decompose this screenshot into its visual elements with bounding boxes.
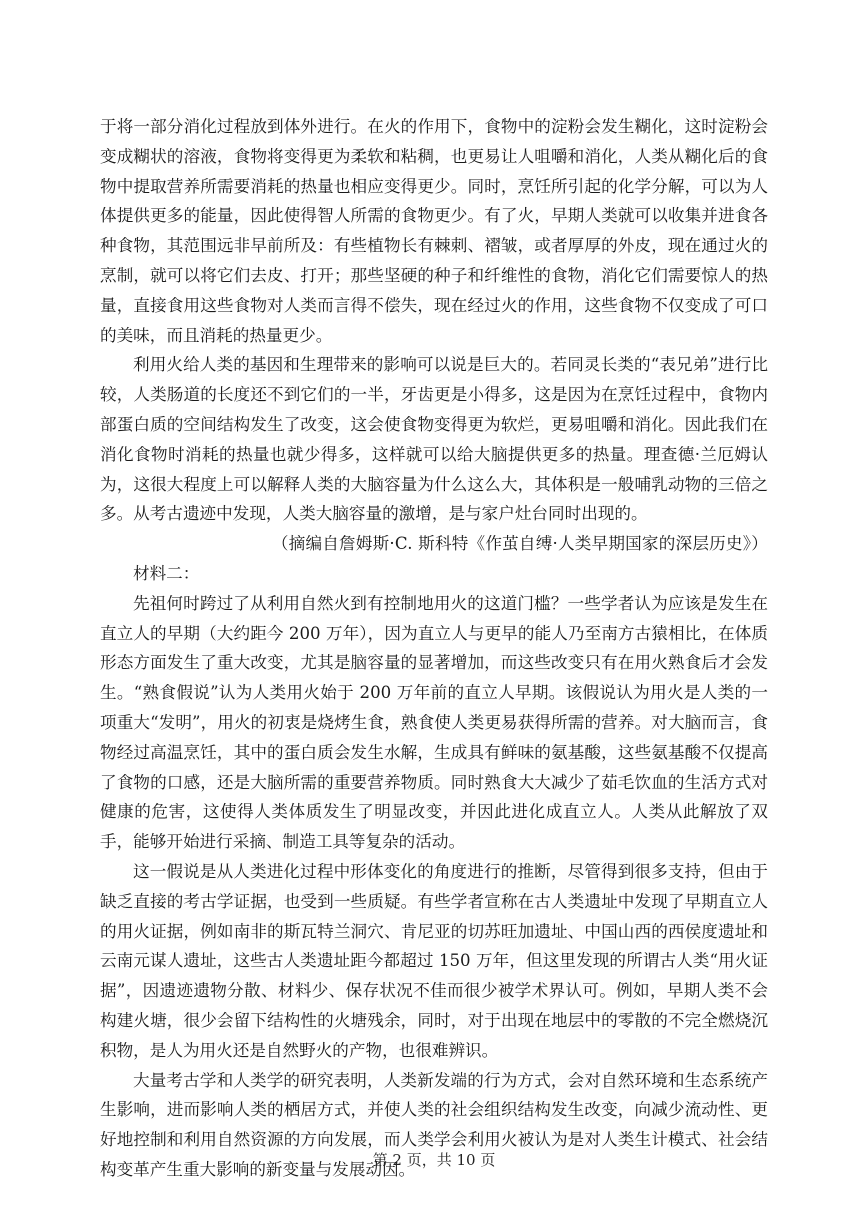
document-body: [100, 112, 768, 1185]
source-citation: （摘编自詹姆斯·C. 斯科特《作茧自缚·人类早期国家的深层历史》）: [271, 534, 768, 554]
paragraph-archaeology-research: 大量考古学和人类学的研究表明，人类新发端的行为方式，会对自然环境和生态系统产生影响，进而影响人类的栖居方式，并使人类的社会组织结构发生改变，向减少流动性、更好地控制和利用自然资源的方向发展，而人类学会利用火被认为是对人类生计模式、社会结构变革产生重大影响的新变量与发展动因。: [100, 1070, 768, 1179]
paragraph-fire-genes: 利用火给人类的基因和生理带来的影响可以说是巨大的。若同灵长类的“表兄弟”进行比较，人类肠道的长度还不到它们的一半，牙齿更是小得多，这是因为在烹饪过程中，食物内部蛋白质的空间结构发生了改变，这会使食物变得更为软烂，更易咀嚼和消化。因此我们在消化食物时消耗的热量也就少得多，这样就可以给大脑提供更多的热量。理查德·兰厄姆认为，这很大程度上可以解释人类的大脑容量为什么这么大，其体积是一般哺乳动物的三倍之多。从考古遗迹中发现，人类大脑容量的激增，是与家户灶台同时出现的。: [100, 355, 768, 524]
page-number-footer: 第 2 页，共 10 页: [372, 1151, 496, 1169]
paragraph-continuation: 于将一部分消化过程放到体外进行。在火的作用下，食物中的淀粉会发生糊化，这时淀粉会变成糊状的溶液，食物将变得更为柔软和粘稠，也更易让人咀嚼和消化，人类从糊化后的食物中提取营养所需要消耗的热量也相应变得更少。同时，烹饪所引起的化学分解，可以为人体提供更多的能量，因此使得智人所需的食物更少。有了火，早期人类就可以收集并进食各种食物，其范围远非早前所及：有些植物长有棘刺、褶皱，或者厚厚的外皮，现在通过火的烹制，就可以将它们去皮、打开；那些坚硬的种子和纤维性的食物，消化它们需要惊人的热量，直接食用这些食物对人类而言得不偿失，现在经过火的作用，这些食物不仅变成了可口的美味，而且消耗的热量更少。: [100, 117, 768, 345]
paragraph-hypothesis-doubts: 这一假说是从人类进化过程中形体变化的角度进行的推断，尽管得到很多支持，但由于缺乏直接的考古学证据，也受到一些质疑。有些学者宣称在古人类遗址中发现了早期直立人的用火证据，例如南非的斯瓦特兰洞穴、肯尼亚的切苏旺加遗址、中国山西的西侯度遗址和云南元谋人遗址，这些古人类遗址距今都超过 150 万年，但这里发现的所谓古人类“用火证据”，因遗迹遗物分散、材料少、保存状况不佳而很少被学术界认可。例如，早期人类不会构建火塘，很少会留下结构性的火塘残余，同时，对于出现在地层中的零散的不完全燃烧沉积物，是人为用火还是自然野火的产物，也很难辨识。: [100, 861, 768, 1060]
paragraph-ancestors-fire: 先祖何时跨过了从利用自然火到有控制地用火的这道门槛？一些学者认为应该是发生在直立人的早期（大约距今 200 万年），因为直立人与更早的能人乃至南方古猿相比，在体质形态方面发生了重大改变，尤其是脑容量的显著增加，而这些改变只有在用火熟食后才会发生。“熟食假说”认为人类用火始于 200 万年前的直立人早期。该假说认为用火是人类的一项重大“发明”，用火的初衷是烧烤生食，熟食使人类更易获得所需的营养。对大脑而言，食物经过高温烹饪，其中的蛋白质会发生水解，生成具有鲜味的氨基酸，这些氨基酸不仅提高了食物的口感，还是大脑所需的重要营养物质。同时熟食大大减少了茹毛饮血的生活方式对健康的危害，这使得人类体质发生了明显改变，并因此进化成直立人。人类从此解放了双手，能够开始进行采摘、制造工具等复杂的活动。: [100, 593, 768, 852]
material-two-heading: 材料二：: [133, 563, 200, 583]
